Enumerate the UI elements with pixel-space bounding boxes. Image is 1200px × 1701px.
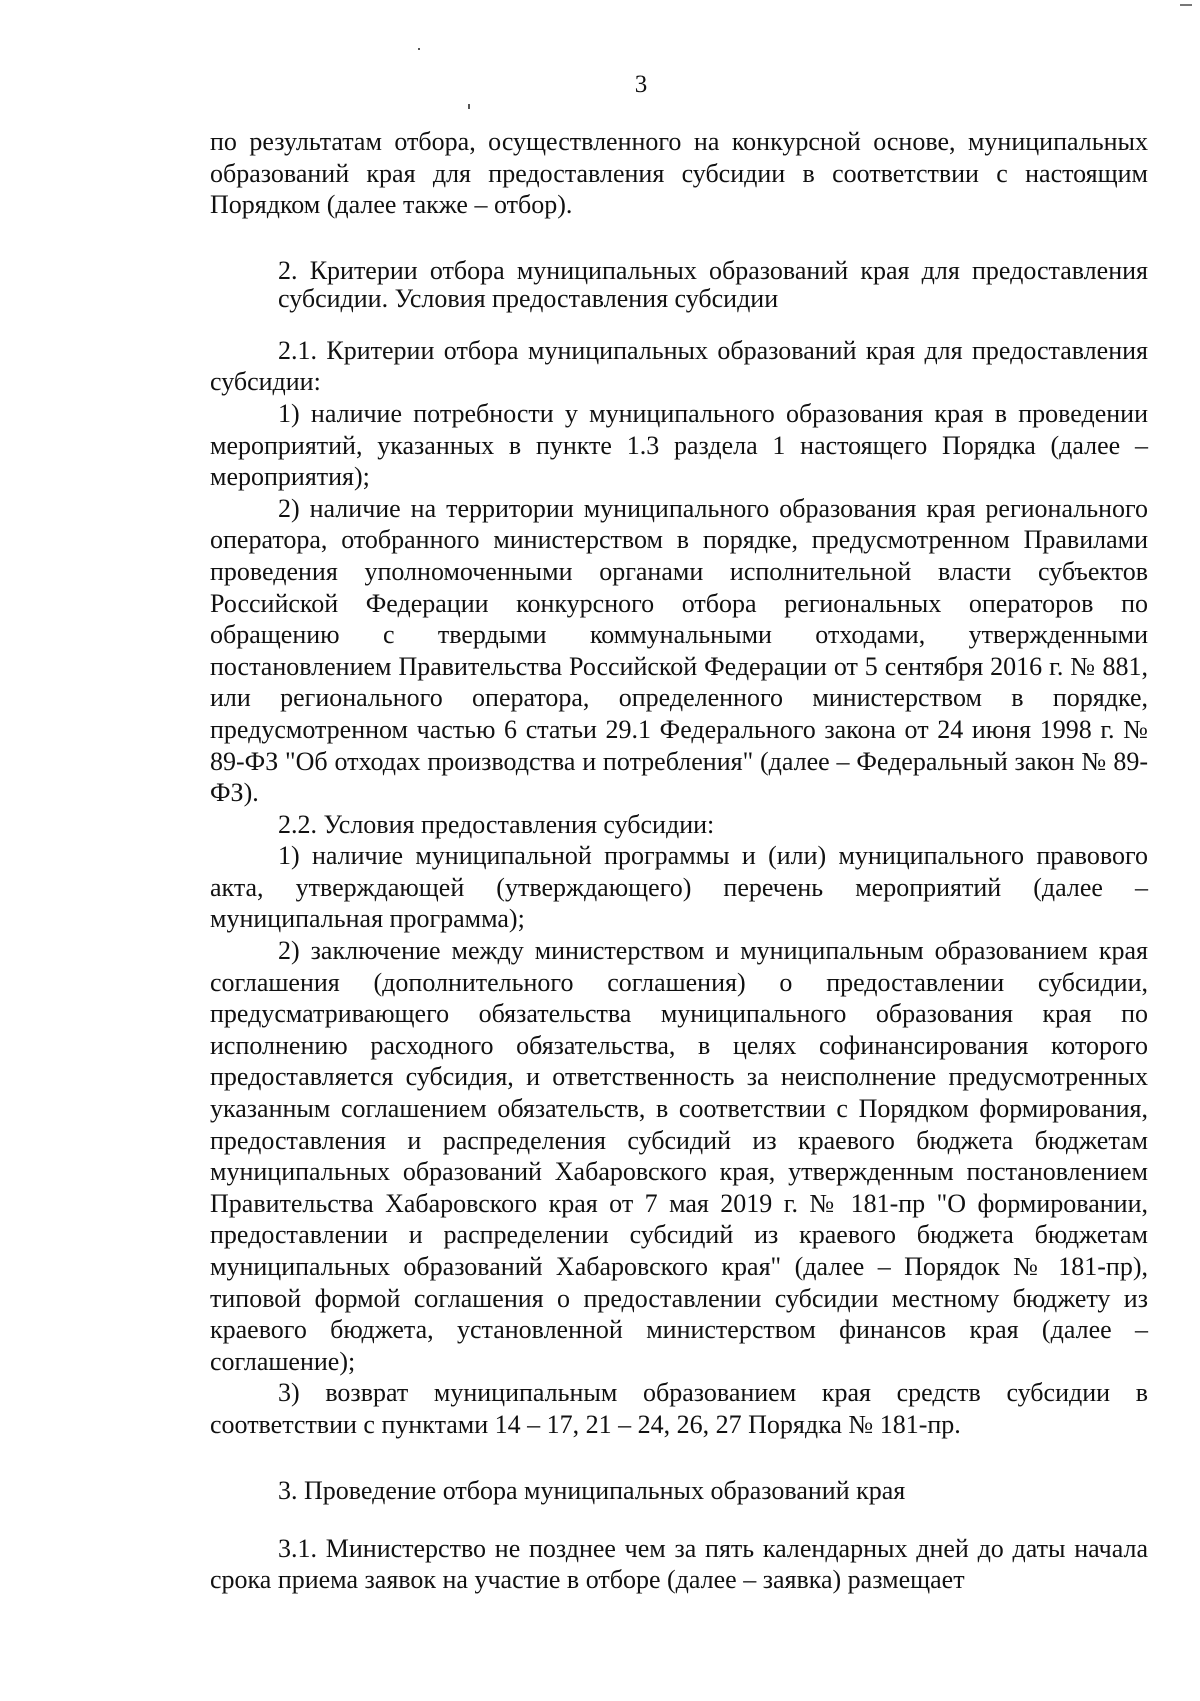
paragraph-2-2: 2.2. Условия предоставления субсидии: bbox=[278, 809, 715, 839]
scan-speck bbox=[418, 48, 420, 50]
paragraph-2-1: 2.1. Критерии отбора муниципальных образований края для предоставления субсидии: bbox=[210, 335, 1148, 397]
section-heading-3: 3. Проведение отбора муниципальных образований края bbox=[278, 1475, 906, 1505]
paragraph-2-1-item-2: 2) наличие на территории муниципального образования края регионального оператора, отобранного министерством в порядке, предусмотренном Правилами проведения уполномоченными органами исполнительной власти субъектов Российской Федерации конкурсного отбора региональных операторов по обращению с твердыми коммунальными отходами, утвержденными постановлением Правительства Российской Федерации от 5 сентября 2016 г. № 881, или регионального оператора, определенного министерством в порядке, предусмотренном частью 6 статьи 29.1 Федерального закона от 24 июня 1998 г. № 89-ФЗ "Об отходах производства и потребления" (далее – Федеральный закон № 89-ФЗ). bbox=[210, 493, 1148, 808]
paragraph-2-2-item-1: 1) наличие муниципальной программы и (или) муниципального правового акта, утверждающей (утверждающего) перечень мероприятий (далее – муниципальная программа); bbox=[210, 841, 1148, 934]
page-number: 3 bbox=[634, 71, 648, 98]
section-heading-2: 2. Критерии отбора муниципальных образований края для предоставления субсидии. Условия предоставления субсидии bbox=[278, 255, 1148, 313]
paragraph-2-1-item-1: 1) наличие потребности у муниципального образования края в проведении мероприятий, указанных в пункте 1.3 раздела 1 настоящего Порядка (далее – мероприятия); bbox=[210, 398, 1148, 492]
paragraph-selection-intro: по результатам отбора, осуществленного на конкурсной основе, муниципальных образований края для предоставления субсидии в соответствии с настоящим Порядком (далее также – отбор). bbox=[210, 127, 1148, 220]
paragraph-2-2-item-3: 3) возврат муниципальным образованием края средств субсидии в соответствии с пунктами 14 – 17, 21 – 24, 26, 27 Порядка № 181-пр. bbox=[210, 1378, 1148, 1439]
document-body bbox=[210, 126, 1148, 1596]
scan-artifact bbox=[1180, 4, 1192, 6]
paragraph-3-1: 3.1. Министерство не позднее чем за пять календарных дней до даты начала срока приема заявок на участие в отборе (далее – заявка) размещает bbox=[210, 1533, 1148, 1595]
paragraph-2-2-item-2: 2) заключение между министерством и муниципальным образованием края соглашения (дополнительного соглашения) о предоставлении субсидии, предусматривающего обязательства муниципального образования края по исполнению расходного обязательства, в целях софинансирования которого предоставляется субсидия, и ответственность за неисполнение предусмотренных указанным соглашением обязательств, в соответствии с Порядком формирования, предоставления и распределения субсидий из краевого бюджета бюджетам муниципальных образований Хабаровского края, утвержденным постановлением Правительства Хабаровского края от 7 мая 2019 г. № 181-пр "О формировании, предоставлении и распределении субсидий из краевого бюджета бюджетам муниципальных образований Хабаровского края" (далее – Порядок № 181-пр), типовой формой соглашения о предоставлении субсидии местному бюджету из краевого бюджета, установленной министерством финансов края (далее – соглашение); bbox=[210, 936, 1148, 1376]
scan-speck bbox=[468, 104, 470, 109]
